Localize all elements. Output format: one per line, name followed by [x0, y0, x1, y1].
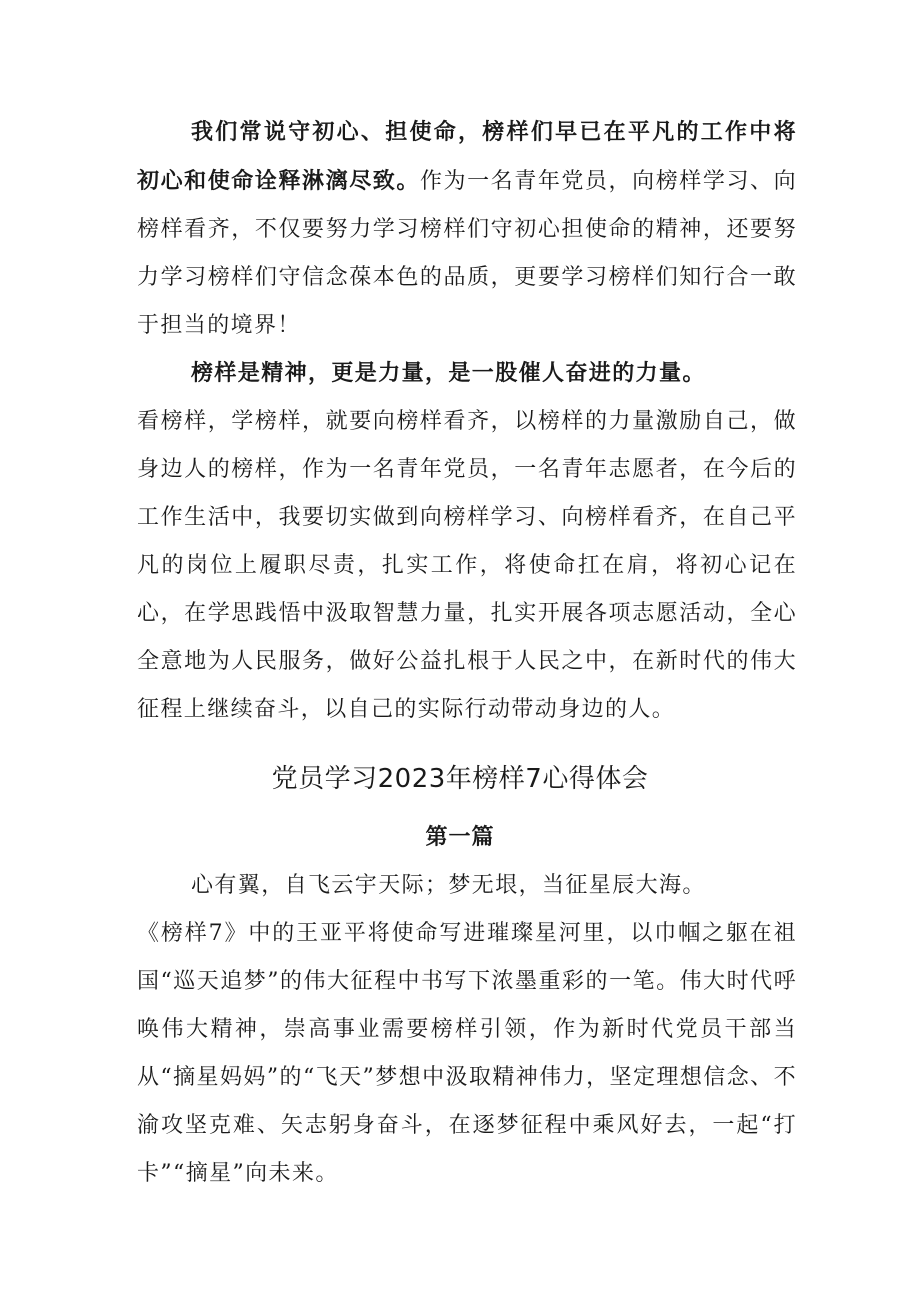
paragraph-4: 《榜样7》中的王亚平将使命写进璀璨星河里，以巾帼之躯在祖国“巡天追梦”的伟大征程中书写下浓墨重彩的一笔。伟大时代呼唤伟大精神，崇高事业需要榜样引领，作为新时代党员干部当从“摘星妈妈”的“飞天”梦想中汲取精神伟力，坚定理想信念、不渝攻坚克难、矢志躬身奋斗，在逐梦征程中乘风好去，一起“打卡”“摘星”向未来。: [137, 921, 797, 1186]
paragraph-3: 心有翼，自飞云宇天际；梦无垠，当征星辰大海。: [191, 873, 706, 898]
paragraph-1-body: 作为一名青年党员，向榜样学习、向榜样看齐，不仅要努力学习榜样们守初心担使命的精神，还要努力学习榜样们守信念葆本色的品质，更要学习榜样们知行合一敢于担当的境界！: [137, 169, 797, 338]
paragraph-2-body: 看榜样，学榜样，就要向榜样看齐，以榜样的力量激励自己，做身边人的榜样，作为一名青年党员，一名青年志愿者，在今后的工作生活中，我要切实做到向榜样学习、向榜样看齐，在自己平凡的岗位上履职尽责，扎实工作，将使命扛在肩，将初心记在心，在学思践悟中汲取智慧力量，扎实开展各项志愿活动，全心全意地为人民服务，做好公益扎根于人民之中，在新时代的伟大征程上继续奋斗，以自己的实际行动带动身边的人。: [137, 409, 797, 722]
paragraph-1-lead: 我们常说守初心、担使命，榜样们早已在平凡的工作中将初心和使命诠释淋漓尽致。: [137, 119, 797, 194]
document-title: 党员学习2023年榜样7心得体会: [271, 764, 649, 794]
section-title: 第一篇: [425, 825, 495, 850]
paragraph-1: [137, 108, 797, 350]
paragraph-2: [137, 349, 797, 734]
paragraph-2-lead: 榜样是精神，更是力量，是一股催人奋进的力量。: [191, 360, 706, 386]
